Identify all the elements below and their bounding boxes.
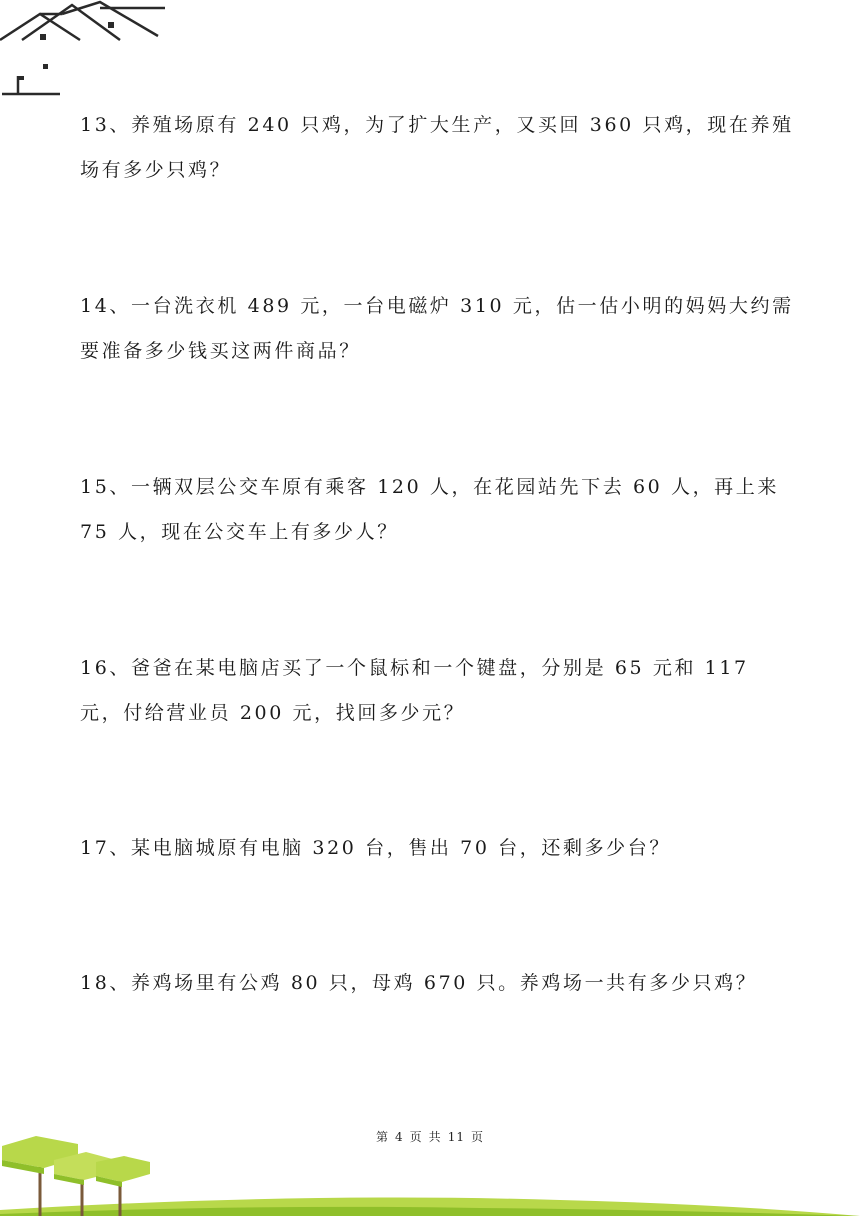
question-text: 一台洗衣机 489 元，一台电磁炉 310 元，估一估小明的妈妈大约需要准备多少钱买这两件商品？ [80, 295, 794, 362]
question-15 [80, 465, 795, 555]
question-text: 养殖场原有 240 只鸡，为了扩大生产，又买回 360 只鸡，现在养殖场有多少只鸡？ [80, 114, 794, 181]
question-text: 一辆双层公交车原有乘客 120 人，在花园站先下去 60 人，再上来 75 人，现在公交车上有多少人？ [80, 476, 779, 543]
question-number: 13、 [80, 114, 131, 136]
question-14 [80, 284, 795, 374]
footer-suffix: 页 [470, 1130, 484, 1144]
question-number: 17、 [80, 837, 131, 859]
question-number: 15、 [80, 476, 131, 498]
total-pages-number: 11 [447, 1130, 465, 1144]
question-18 [80, 961, 795, 1006]
question-13 [80, 103, 795, 193]
footer-prefix: 第 [376, 1130, 390, 1144]
question-16 [80, 646, 795, 736]
house-roof-icon [0, 0, 180, 100]
question-number: 16、 [80, 657, 131, 679]
question-number: 18、 [80, 972, 131, 994]
page-footer [0, 1128, 860, 1145]
question-text: 爸爸在某电脑店买了一个鼠标和一个键盘，分别是 65 元和 117 元，付给营业员 200 元，找回多少元？ [80, 657, 749, 724]
footer-total-prefix: 共 [428, 1130, 442, 1144]
footer-page-word: 页 [409, 1130, 423, 1144]
question-text: 养鸡场里有公鸡 80 只，母鸡 670 只。养鸡场一共有多少只鸡？ [130, 972, 758, 994]
question-17 [80, 826, 795, 871]
question-number: 14、 [80, 295, 131, 317]
current-page-number: 4 [395, 1130, 404, 1144]
question-text: 某电脑城原有电脑 320 台，售出 70 台，还剩多少台？ [130, 837, 671, 859]
